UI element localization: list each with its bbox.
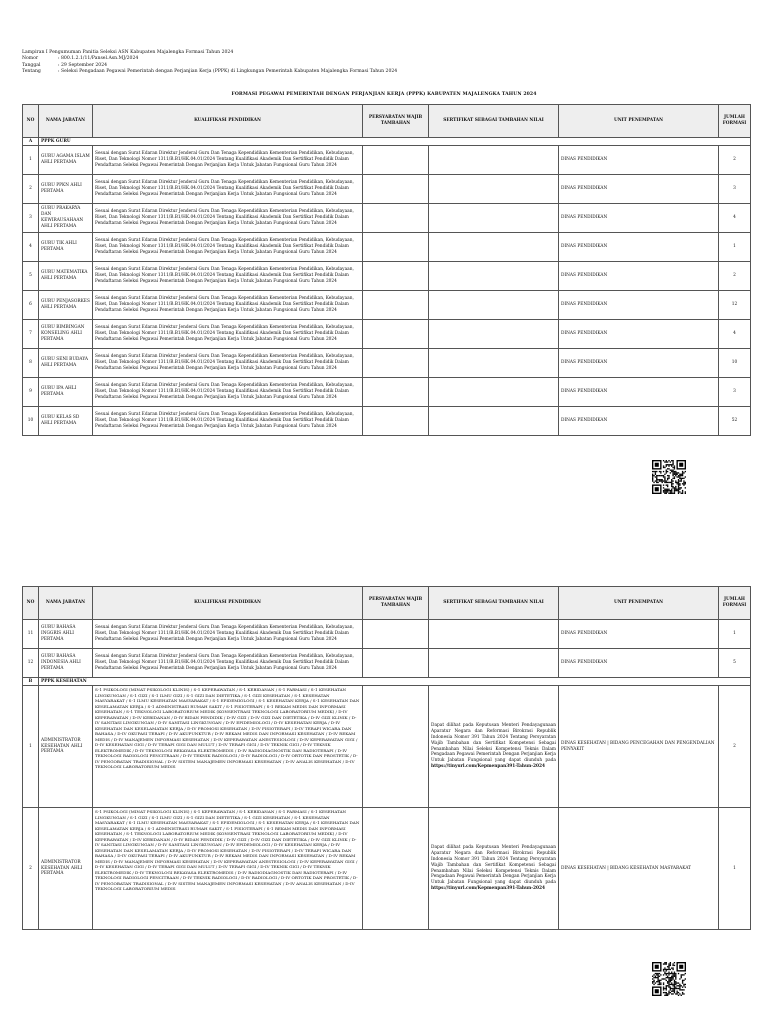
row-unit: DINAS KESEHATAN | BIDANG KESEHATAN MASYARAKAT (559, 808, 719, 930)
row-sertifikat (429, 204, 559, 233)
row-jabatan: ADMINISTRATOR KESEHATAN AHLI PERTAMA (39, 808, 93, 930)
row-no: 11 (23, 620, 39, 649)
row-unit: DINAS PENDIDIKAN (559, 320, 719, 349)
row-sertifikat (429, 146, 559, 175)
row-persyaratan (363, 146, 429, 175)
certificate-link[interactable]: https://tinyurl.com/Kepmenpan391-Tahun-2024 (431, 764, 546, 770)
row-jabatan: GURU AGAMA ISLAM AHLI PERTAMA (39, 146, 93, 175)
table-header-row (23, 587, 751, 620)
col-kualifikasi: KUALIFIKASI PENDIDIKAN (93, 105, 363, 138)
formation-table-page-1 (22, 104, 751, 436)
row-no: 1 (23, 686, 39, 808)
col-unit: UNIT PENEMPATAN (559, 105, 719, 138)
row-sertifikat (429, 262, 559, 291)
row-jabatan: GURU IPA AHLI PERTAMA (39, 378, 93, 407)
row-kualifikasi: Sesuai dengan Surat Edaran Direktur Jenderal Guru Dan Tenaga Kependidikan Kementerian Pendidikan, Kebudayaan, Riset, Dan Teknologi Nomor 1311/B.B1/HK.04.01/2024 Tentang Kualifikasi Akademik Dan Sertifikat Pendidik Dalam Pendaftaran Seleksi Pegawai Pemerintah Dengan Perjanjian Kerja Untuk Jabatan Fungsional Guru Tahun 2024 (93, 291, 363, 320)
row-kualifikasi: Sesuai dengan Surat Edaran Direktur Jenderal Guru Dan Tenaga Kependidikan Kementerian Pendidikan, Kebudayaan, Riset, Dan Teknologi Nomor 1311/B.B1/HK.04.01/2024 Tentang Kualifikasi Akademik Dan Sertifikat Pendidik Dalam Pendaftaran Seleksi Pegawai Pemerintah Dengan Perjanjian Kerja Untuk Jabatan Fungsional Guru Tahun 2024 (93, 262, 363, 291)
row-jumlah: 3 (719, 175, 751, 204)
col-jabatan: NAMA JABATAN (39, 105, 93, 138)
row-sertifikat (429, 175, 559, 204)
row-jabatan: GURU SENI BUDAYA AHLI PERTAMA (39, 349, 93, 378)
row-sertifikat (429, 291, 559, 320)
table-row (23, 649, 751, 678)
col-persyaratan: PERSYARATAN WAJIB TAMBAHAN (363, 105, 429, 138)
row-jumlah: 4 (719, 320, 751, 349)
row-no: 1 (23, 146, 39, 175)
row-jabatan: GURU PPKN AHLI PERTAMA (39, 175, 93, 204)
table-row (23, 204, 751, 233)
table-row (23, 175, 751, 204)
table-row (23, 262, 751, 291)
qr-pattern (652, 460, 686, 494)
row-jumlah: 5 (719, 649, 751, 678)
section-row-guru: A PPPK GURU (23, 138, 751, 146)
row-jabatan: GURU PENJASORKES AHLI PERTAMA (39, 291, 93, 320)
row-persyaratan (363, 620, 429, 649)
row-persyaratan (363, 407, 429, 436)
row-sertifikat (429, 407, 559, 436)
row-unit: DINAS PENDIDIKAN (559, 233, 719, 262)
row-sertifikat (429, 649, 559, 678)
row-jabatan: GURU BIMBINGAN KONSELING AHLI PERTAMA (39, 320, 93, 349)
qr-code-page-2 (652, 962, 686, 996)
row-persyaratan (363, 649, 429, 678)
row-persyaratan (363, 686, 429, 808)
table-row (23, 407, 751, 436)
tanggal-row: Tanggal : 29 September 2024 (22, 62, 108, 68)
row-no: 7 (23, 320, 39, 349)
row-no: 2 (23, 808, 39, 930)
row-jumlah: 2 (719, 146, 751, 175)
row-kualifikasi: S-1 PSIKOLOGI (MINAT PSIKOLOGI KLINIS) / S-1 KEPERAWATAN / S-1 KEBIDANAN / S-1 FARMASI / S-1 KESEHATAN LINGKUNGAN / S-1 GIZI / S-1 ILMU GIZI / S-1 GIZI DAN DIETETIKA / S-1 GIZI KESEHATAN / S-1 KESEHATAN MASYARAKAT / S-1 ILMU KESEHATAN MASYARAKAT / S-1 EPIDEMIOLOGI / S-1 KESEHATAN KERJA / S-1 KESEHATAN DAN KESELAMATAN KERJA / S-1 ADMINISTRASI RUMAH SAKIT / S-1 FISIOTERAPI / S-1 REKAM MEDIS DAN INFORMASI KESEHATAN / S-1 TEKNOLOGI LABORATORIUM MEDIK (KONSENTRASI TEKNOLOGI LABORATORIUM MEDIK) / D-IV KEPERAWATAN / D-IV KEBIDANAN / D-IV BIDAN PENDIDIK / D-IV GIZI / D-IV GIZI DAN DIETETIKA / D-IV GIZI KLINIK / D-IV SANITASI LINGKUNGAN / D-IV SANITASI LINGKUNGAN / D-IV EPIDEMIOLOGI / D-IV KESEHATAN KERJA / D-IV KESEHATAN DAN KESELAMATAN KERJA / D-IV PROMOSI KESEHATAN / D-IV FISIOTERAPI / D-IV TERAPI WICARA DAN BAHASA / D-IV OKUPASI TERAPI / D-IV AKUPUNKTUR / D-IV REKAM MEDIS DAN INFORMASI KESEHATAN / D-IV REKAM MEDIS / D-IV MANAJEMEN INFORMASI KESEHATAN / D-IV KEPERAWATAN ANESTESIOLOGI / D-IV KEPERAWATAN GIGI / D-IV KESEHATAN GIGI / D-IV TERAPI GIGI DAN MULUT / D-IV TERAPI GIGI / D-IV TEKNIK GIGI / D-IV TEKNIK ELEKTROMEDIK / D-IV TEKNOLOGI REKAYASA ELEKTROMEDIS / D-IV RADIODIAGNOSTIK DAN RADIOTERAPI / D-IV TEKNOLOGI RADIOLOGI PENCITRAAN / D-IV TEKNIK RADIOLOGI / D-IV RADIOLOGI / D-IV ORTOTIK DAN PROSTETIK / D-IV PENGOBATAN TRADISIONAL / D-IV SISTEM MANAJEMEN INFORMASI KESEHATAN / D-IV ANALIS KESEHATAN / D-IV TEKNOLOGI LABORATORIUM MEDIS (93, 808, 363, 930)
row-persyaratan (363, 175, 429, 204)
row-unit: DINAS PENDIDIKAN (559, 620, 719, 649)
row-unit: DINAS PENDIDIKAN (559, 262, 719, 291)
row-persyaratan (363, 378, 429, 407)
table-row (23, 349, 751, 378)
row-kualifikasi: Sesuai dengan Surat Edaran Direktur Jenderal Guru Dan Tenaga Kependidikan Kementerian Pendidikan, Kebudayaan, Riset, Dan Teknologi Nomor 1311/B.B1/HK.04.01/2024 Tentang Kualifikasi Akademik Dan Sertifikat Pendidik Dalam Pendaftaran Seleksi Pegawai Pemerintah Dengan Perjanjian Kerja Untuk Jabatan Fungsional Guru Tahun 2024 (93, 378, 363, 407)
table-row (23, 620, 751, 649)
row-persyaratan (363, 808, 429, 930)
row-no: 10 (23, 407, 39, 436)
section-row-kesehatan: B PPPK KESEHATAN (23, 678, 751, 686)
row-jumlah: 52 (719, 407, 751, 436)
document-title: FORMASI PEGAWAI PEMERINTAH DENGAN PERJANJIAN KERJA (PPPK) KABUPATEN MAJALENGKA TAHUN 2024 (231, 92, 537, 97)
row-kualifikasi: Sesuai dengan Surat Edaran Direktur Jenderal Guru Dan Tenaga Kependidikan Kementerian Pendidikan, Kebudayaan, Riset, Dan Teknologi Nomor 1311/B.B1/HK.04.01/2024 Tentang Kualifikasi Akademik Dan Sertifikat Pendidik Dalam Pendaftaran Seleksi Pegawai Pemerintah Dengan Perjanjian Kerja Untuk Jabatan Fungsional Guru Tahun 2024 (93, 175, 363, 204)
col-no: NO (23, 587, 39, 620)
row-jabatan: GURU TIK AHLI PERTAMA (39, 233, 93, 262)
row-jabatan: GURU KELAS SD AHLI PERTAMA (39, 407, 93, 436)
row-sertifikat (429, 378, 559, 407)
row-sertifikat (429, 233, 559, 262)
certificate-text: Dapat dilihat pada Keputusan Menteri Pendayagunaan Aparatur Negara dan Reformasi Birokrasi Republik Indonesia Nomor 391 Tahun 2024 Tentang Persyaratan Wajib Tambahan dan Sertifikat Kompetensi Sebagai Penambahan Nilai Seleksi Kompetensi Teknis Dalam Pengadaan Pegawai Pemerintah Dengan Perjanjian Kerja Untuk Jabatan Fungsional yang dapat diunduh pada (431, 844, 556, 886)
col-jumlah: JUMLAH FORMASI (719, 587, 751, 620)
row-jabatan: GURU BAHASA INDONESIA AHLI PERTAMA (39, 649, 93, 678)
col-jabatan: NAMA JABATAN (39, 587, 93, 620)
col-persyaratan: PERSYARATAN WAJIB TAMBAHAN (363, 587, 429, 620)
col-kualifikasi: KUALIFIKASI PENDIDIKAN (93, 587, 363, 620)
qr-pattern (652, 962, 686, 996)
col-sertifikat: SERTIFIKAT SEBAGAI TAMBAHAN NILAI (429, 105, 559, 138)
row-unit: DINAS PENDIDIKAN (559, 407, 719, 436)
col-jumlah: JUMLAH FORMASI (719, 105, 751, 138)
row-unit: DINAS PENDIDIKAN (559, 649, 719, 678)
row-no: 3 (23, 204, 39, 233)
row-jumlah: 10 (719, 349, 751, 378)
row-kualifikasi: Sesuai dengan Surat Edaran Direktur Jenderal Guru Dan Tenaga Kependidikan Kementerian Pendidikan, Kebudayaan, Riset, Dan Teknologi Nomor 1311/B.B1/HK.04.01/2024 Tentang Kualifikasi Akademik Dan Sertifikat Pendidik Dalam Pendaftaran Seleksi Pegawai Pemerintah Dengan Perjanjian Kerja Untuk Jabatan Fungsional Guru Tahun 2024 (93, 204, 363, 233)
row-jabatan: GURU BAHASA INGGRIS AHLI PERTAMA (39, 620, 93, 649)
row-unit: DINAS KESEHATAN | BIDANG PENCEGAHAN DAN PENGENDALIAN PENYAKIT (559, 686, 719, 808)
row-unit: DINAS PENDIDIKAN (559, 146, 719, 175)
row-unit: DINAS PENDIDIKAN (559, 291, 719, 320)
table-row (23, 320, 751, 349)
row-kualifikasi: Sesuai dengan Surat Edaran Direktur Jenderal Guru Dan Tenaga Kependidikan Kementerian Pendidikan, Kebudayaan, Riset, Dan Teknologi Nomor 1311/B.B1/HK.04.01/2024 Tentang Kualifikasi Akademik Dan Sertifikat Pendidik Dalam Pendaftaran Seleksi Pegawai Pemerintah Dengan Perjanjian Kerja Untuk Jabatan Fungsional Guru Tahun 2024 (93, 349, 363, 378)
table-row (23, 808, 751, 930)
row-no: 5 (23, 262, 39, 291)
row-jabatan: GURU PRAKARYA DAN KEWIRAUSAHAAN AHLI PERTAMA (39, 204, 93, 233)
row-no: 12 (23, 649, 39, 678)
row-no: 6 (23, 291, 39, 320)
row-sertifikat (429, 620, 559, 649)
tentang-row: Tentang : Seleksi Pengadaan Pegawai Pemerintah dengan Perjanjian Kerja (PPPK) di Lingkungan Pemerintah Kabupaten Majalengka Formasi Tahun 2024 (22, 69, 398, 75)
row-jabatan: ADMINISTRATOR KESEHATAN AHLI PERTAMA (39, 686, 93, 808)
col-no: NO (23, 105, 39, 138)
row-jumlah: 12 (719, 291, 751, 320)
table-row (23, 378, 751, 407)
row-jumlah: 4 (719, 204, 751, 233)
row-no: 9 (23, 378, 39, 407)
row-no: 8 (23, 349, 39, 378)
row-unit: DINAS PENDIDIKAN (559, 378, 719, 407)
row-kualifikasi: Sesuai dengan Surat Edaran Direktur Jenderal Guru Dan Tenaga Kependidikan Kementerian Pendidikan, Kebudayaan, Riset, Dan Teknologi Nomor 1311/B.B1/HK.04.01/2024 Tentang Kualifikasi Akademik Dan Sertifikat Pendidik Dalam Pendaftaran Seleksi Pegawai Pemerintah Dengan Perjanjian Kerja Untuk Jabatan Fungsional Guru Tahun 2024 (93, 146, 363, 175)
row-jumlah: 3 (719, 378, 751, 407)
certificate-text: Dapat dilihat pada Keputusan Menteri Pendayagunaan Aparatur Negara dan Reformasi Birokrasi Republik Indonesia Nomor 391 Tahun 2024 Tentang Persyaratan Wajib Tambahan dan Sertifikat Kompetensi Sebagai Penambahan Nilai Seleksi Kompetensi Teknis Dalam Pengadaan Pegawai Pemerintah Dengan Perjanjian Kerja Untuk Jabatan Fungsional yang dapat diunduh pada (431, 722, 556, 764)
row-jumlah: 1 (719, 233, 751, 262)
document-header (22, 50, 397, 76)
row-jabatan: GURU MATEMATIKA AHLI PERTAMA (39, 262, 93, 291)
col-unit: UNIT PENEMPATAN (559, 587, 719, 620)
row-unit: DINAS PENDIDIKAN (559, 349, 719, 378)
row-sertifikat (429, 808, 559, 930)
row-persyaratan (363, 262, 429, 291)
row-jumlah: 1 (719, 808, 751, 930)
row-sertifikat (429, 320, 559, 349)
formation-table-page-2 (22, 586, 751, 930)
nomor-row: Nomor : 800.1.2.1/11/Pansel.Asn.MJ/2024 (22, 56, 139, 62)
certificate-link[interactable]: https://tinyurl.com/Kepmenpan391-Tahun-2024 (431, 886, 546, 892)
table-header-row (23, 105, 751, 138)
row-persyaratan (363, 320, 429, 349)
row-unit: DINAS PENDIDIKAN (559, 175, 719, 204)
qr-code-page-1 (652, 460, 686, 494)
row-sertifikat (429, 686, 559, 808)
row-jumlah: 2 (719, 262, 751, 291)
row-kualifikasi: Sesuai dengan Surat Edaran Direktur Jenderal Guru Dan Tenaga Kependidikan Kementerian Pendidikan, Kebudayaan, Riset, Dan Teknologi Nomor 1311/B.B1/HK.04.01/2024 Tentang Kualifikasi Akademik Dan Sertifikat Pendidik Dalam Pendaftaran Seleksi Pegawai Pemerintah Dengan Perjanjian Kerja Untuk Jabatan Fungsional Guru Tahun 2024 (93, 407, 363, 436)
row-no: 2 (23, 175, 39, 204)
col-sertifikat: SERTIFIKAT SEBAGAI TAMBAHAN NILAI (429, 587, 559, 620)
row-kualifikasi: Sesuai dengan Surat Edaran Direktur Jenderal Guru Dan Tenaga Kependidikan Kementerian Pendidikan, Kebudayaan, Riset, Dan Teknologi Nomor 1311/B.B1/HK.04.01/2024 Tentang Kualifikasi Akademik Dan Sertifikat Pendidik Dalam Pendaftaran Seleksi Pegawai Pemerintah Dengan Perjanjian Kerja Untuk Jabatan Fungsional Guru Tahun 2024 (93, 320, 363, 349)
row-kualifikasi: Sesuai dengan Surat Edaran Direktur Jenderal Guru Dan Tenaga Kependidikan Kementerian Pendidikan, Kebudayaan, Riset, Dan Teknologi Nomor 1311/B.B1/HK.04.01/2024 Tentang Kualifikasi Akademik Dan Sertifikat Pendidik Dalam Pendaftaran Seleksi Pegawai Pemerintah Dengan Perjanjian Kerja Untuk Jabatan Fungsional Guru Tahun 2024 (93, 620, 363, 649)
row-persyaratan (363, 204, 429, 233)
row-sertifikat (429, 349, 559, 378)
table-row (23, 686, 751, 808)
row-jumlah: 1 (719, 620, 751, 649)
row-kualifikasi: Sesuai dengan Surat Edaran Direktur Jenderal Guru Dan Tenaga Kependidikan Kementerian Pendidikan, Kebudayaan, Riset, Dan Teknologi Nomor 1311/B.B1/HK.04.01/2024 Tentang Kualifikasi Akademik Dan Sertifikat Pendidik Dalam Pendaftaran Seleksi Pegawai Pemerintah Dengan Perjanjian Kerja Untuk Jabatan Fungsional Guru Tahun 2024 (93, 649, 363, 678)
row-persyaratan (363, 291, 429, 320)
table-row (23, 233, 751, 262)
row-jumlah: 2 (719, 686, 751, 808)
row-kualifikasi: S-1 PSIKOLOGI (MINAT PSIKOLOGI KLINIS) / S-1 KEPERAWATAN / S-1 KEBIDANAN / S-1 FARMASI / S-1 KESEHATAN LINGKUNGAN / S-1 GIZI / S-1 ILMU GIZI / S-1 GIZI DAN DIETETIKA / S-1 GIZI KESEHATAN / S-1 KESEHATAN MASYARAKAT / S-1 ILMU KESEHATAN MASYARAKAT / S-1 EPIDEMIOLOGI / S-1 KESEHATAN KERJA / S-1 KESEHATAN DAN KESELAMATAN KERJA / S-1 ADMINISTRASI RUMAH SAKIT / S-1 FISIOTERAPI / S-1 REKAM MEDIS DAN INFORMASI KESEHATAN / S-1 TEKNOLOGI LABORATORIUM MEDIK (KONSENTRASI TEKNOLOGI LABORATORIUM MEDIK) / D-IV KEPERAWATAN / D-IV KEBIDANAN / D-IV BIDAN PENDIDIK / D-IV GIZI / D-IV GIZI DAN DIETETIKA / D-IV GIZI KLINIK / D-IV SANITASI LINGKUNGAN / D-IV SANITASI LINGKUNGAN / D-IV EPIDEMIOLOGI / D-IV KESEHATAN KERJA / D-IV KESEHATAN DAN KESELAMATAN KERJA / D-IV PROMOSI KESEHATAN / D-IV FISIOTERAPI / D-IV TERAPI WICARA DAN BAHASA / D-IV OKUPASI TERAPI / D-IV AKUPUNKTUR / D-IV REKAM MEDIS DAN INFORMASI KESEHATAN / D-IV REKAM MEDIS / D-IV MANAJEMEN INFORMASI KESEHATAN / D-IV KEPERAWATAN ANESTESIOLOGI / D-IV KEPERAWATAN GIGI / D-IV KESEHATAN GIGI / D-IV TERAPI GIGI DAN MULUT / D-IV TERAPI GIGI / D-IV TEKNIK GIGI / D-IV TEKNIK ELEKTROMEDIK / D-IV TEKNOLOGI REKAYASA ELEKTROMEDIS / D-IV RADIODIAGNOSTIK DAN RADIOTERAPI / D-IV TEKNOLOGI RADIOLOGI PENCITRAAN / D-IV TEKNIK RADIOLOGI / D-IV RADIOLOGI / D-IV ORTOTIK DAN PROSTETIK / D-IV PENGOBATAN TRADISIONAL / D-IV SISTEM MANAJEMEN INFORMASI KESEHATAN / D-IV ANALIS KESEHATAN / D-IV TEKNOLOGI LABORATORIUM MEDIS (93, 686, 363, 808)
row-kualifikasi: Sesuai dengan Surat Edaran Direktur Jenderal Guru Dan Tenaga Kependidikan Kementerian Pendidikan, Kebudayaan, Riset, Dan Teknologi Nomor 1311/B.B1/HK.04.01/2024 Tentang Kualifikasi Akademik Dan Sertifikat Pendidik Dalam Pendaftaran Seleksi Pegawai Pemerintah Dengan Perjanjian Kerja Untuk Jabatan Fungsional Guru Tahun 2024 (93, 233, 363, 262)
row-persyaratan (363, 349, 429, 378)
row-persyaratan (363, 233, 429, 262)
row-no: 4 (23, 233, 39, 262)
table-row (23, 146, 751, 175)
row-unit: DINAS PENDIDIKAN (559, 204, 719, 233)
lampiran-line: Lampiran I Pengumuman Panitia Seleksi ASN Kabupaten Majalengka Formasi Tahun 2024 (22, 50, 234, 55)
table-row (23, 291, 751, 320)
